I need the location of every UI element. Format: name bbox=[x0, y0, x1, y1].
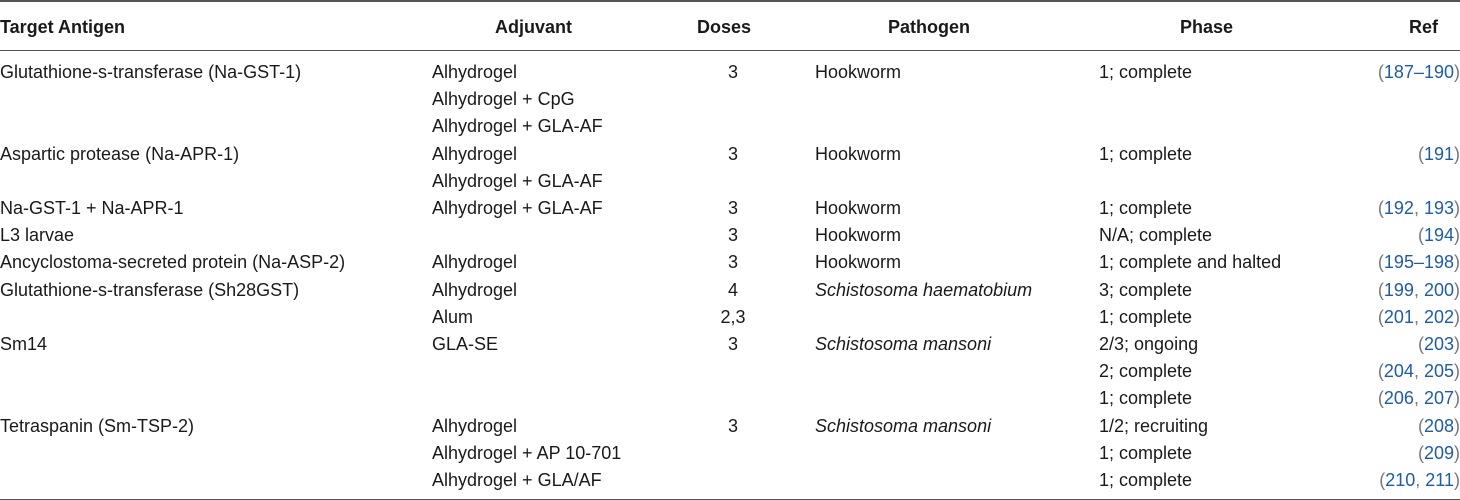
ref-link[interactable]: 201 bbox=[1383, 306, 1414, 327]
cell-pathogen: Schistosoma haematobium bbox=[815, 279, 1033, 300]
cell-phase: 1; complete bbox=[1099, 442, 1193, 463]
cell-ref: (194) bbox=[1417, 225, 1460, 246]
cell-doses: 2,3 bbox=[720, 306, 746, 327]
ref-link[interactable]: 206 bbox=[1383, 388, 1414, 409]
cell-phase: 1; complete and halted bbox=[1099, 252, 1282, 273]
ref-link[interactable]: 200 bbox=[1423, 279, 1454, 300]
cell-target-antigen: Aspartic protease (Na-APR-1) bbox=[0, 143, 240, 164]
header-ref: Ref bbox=[1409, 17, 1439, 37]
cell-target-antigen: Tetraspanin (Sm-TSP-2) bbox=[0, 415, 195, 436]
cell-pathogen: Hookworm bbox=[815, 252, 902, 273]
ref-link[interactable]: 205 bbox=[1423, 361, 1454, 382]
cell-pathogen: Schistosoma mansoni bbox=[815, 334, 992, 354]
header-pathogen: Pathogen bbox=[888, 17, 971, 37]
cell-adjuvant: Alhydrogel bbox=[432, 279, 518, 300]
cell-phase: 1; complete bbox=[1099, 470, 1193, 490]
header-doses: Doses bbox=[697, 17, 752, 37]
ref-link[interactable]: 204 bbox=[1383, 361, 1414, 382]
ref-link[interactable]: 202 bbox=[1423, 306, 1454, 327]
cell-target-antigen: Sm14 bbox=[0, 334, 48, 354]
cell-adjuvant: Alhydrogel + GLA-AF bbox=[432, 116, 603, 137]
cell-ref: (191) bbox=[1417, 143, 1460, 164]
cell-pathogen: Hookworm bbox=[815, 143, 902, 164]
cell-ref: (206, 207) bbox=[1377, 388, 1460, 409]
cell-adjuvant: Alhydrogel + GLA-AF bbox=[432, 170, 603, 191]
cell-doses: 4 bbox=[727, 279, 739, 300]
ref-link[interactable]: 195–198 bbox=[1383, 252, 1454, 273]
ref-link[interactable]: 203 bbox=[1423, 334, 1454, 354]
ref-link[interactable]: 191 bbox=[1423, 143, 1454, 164]
cell-phase: N/A; complete bbox=[1099, 225, 1213, 246]
cell-target-antigen: L3 larvae bbox=[0, 225, 75, 246]
cell-ref: (199, 200) bbox=[1377, 279, 1460, 300]
cell-doses: 3 bbox=[727, 225, 739, 246]
cell-adjuvant: Alum bbox=[432, 306, 474, 327]
cell-doses: 3 bbox=[727, 334, 739, 354]
cell-doses: 3 bbox=[727, 415, 739, 436]
cell-target-antigen: Glutathione-s-transferase (Na-GST-1) bbox=[0, 62, 302, 82]
cell-doses: 3 bbox=[727, 198, 739, 218]
cell-ref: (208) bbox=[1417, 415, 1460, 436]
ref-link[interactable]: 187–190 bbox=[1383, 62, 1454, 82]
cell-adjuvant: Alhydrogel bbox=[432, 62, 518, 82]
cell-phase: 1; complete bbox=[1099, 388, 1193, 409]
table-top-rule bbox=[0, 0, 1460, 2]
cell-adjuvant: Alhydrogel + GLA/AF bbox=[432, 470, 602, 490]
ref-link[interactable]: 193 bbox=[1423, 198, 1454, 218]
cell-phase: 1/2; recruiting bbox=[1099, 415, 1209, 436]
cell-ref: (201, 202) bbox=[1377, 306, 1460, 327]
cell-adjuvant: Alhydrogel bbox=[432, 252, 518, 273]
cell-ref: (210, 211) bbox=[1379, 470, 1460, 490]
cell-ref: (204, 205) bbox=[1377, 361, 1460, 382]
cell-phase: 2/3; ongoing bbox=[1099, 334, 1199, 354]
cell-target-antigen: Ancyclostoma-secreted protein (Na-ASP-2) bbox=[0, 252, 346, 273]
ref-link[interactable]: 209 bbox=[1423, 442, 1454, 463]
cell-phase: 1; complete bbox=[1099, 62, 1193, 82]
ref-link[interactable]: 192 bbox=[1383, 198, 1414, 218]
ref-link[interactable]: 210 bbox=[1385, 470, 1416, 490]
cell-pathogen: Hookworm bbox=[815, 62, 902, 82]
cell-ref: (187–190) bbox=[1377, 62, 1460, 82]
cell-phase: 1; complete bbox=[1099, 143, 1193, 164]
cell-phase: 1; complete bbox=[1099, 198, 1193, 218]
cell-adjuvant: Alhydrogel + CpG bbox=[432, 89, 575, 110]
cell-doses: 3 bbox=[727, 143, 739, 164]
cell-ref: (192, 193) bbox=[1377, 198, 1460, 218]
cell-ref: (209) bbox=[1417, 442, 1460, 463]
cell-doses: 3 bbox=[727, 252, 739, 273]
cell-ref: (203) bbox=[1417, 334, 1460, 354]
header-phase: Phase bbox=[1180, 17, 1234, 37]
ref-link[interactable]: 211 bbox=[1425, 470, 1454, 490]
cell-adjuvant: Alhydrogel bbox=[432, 415, 518, 436]
cell-target-antigen: Na-GST-1 + Na-APR-1 bbox=[0, 198, 184, 218]
table-header-rule bbox=[0, 50, 1460, 51]
cell-adjuvant: Alhydrogel bbox=[432, 143, 518, 164]
cell-phase: 2; complete bbox=[1099, 361, 1193, 382]
cell-adjuvant: Alhydrogel + AP 10-701 bbox=[432, 442, 622, 463]
ref-link[interactable]: 194 bbox=[1423, 225, 1454, 246]
ref-link[interactable]: 207 bbox=[1423, 388, 1454, 409]
ref-link[interactable]: 208 bbox=[1423, 415, 1454, 436]
cell-doses: 3 bbox=[727, 62, 739, 82]
cell-ref: (195–198) bbox=[1377, 252, 1460, 273]
cell-adjuvant: Alhydrogel + GLA-AF bbox=[432, 198, 603, 218]
header-adjuvant: Adjuvant bbox=[495, 17, 573, 37]
cell-pathogen: Schistosoma mansoni bbox=[815, 415, 992, 436]
cell-target-antigen: Glutathione-s-transferase (Sh28GST) bbox=[0, 279, 300, 300]
cell-phase: 1; complete bbox=[1099, 306, 1193, 327]
cell-phase: 3; complete bbox=[1099, 279, 1193, 300]
cell-adjuvant: GLA-SE bbox=[432, 334, 499, 354]
cell-pathogen: Hookworm bbox=[815, 198, 902, 218]
cell-pathogen: Hookworm bbox=[815, 225, 902, 246]
ref-link[interactable]: 199 bbox=[1383, 279, 1414, 300]
header-target-antigen: Target Antigen bbox=[0, 17, 125, 37]
